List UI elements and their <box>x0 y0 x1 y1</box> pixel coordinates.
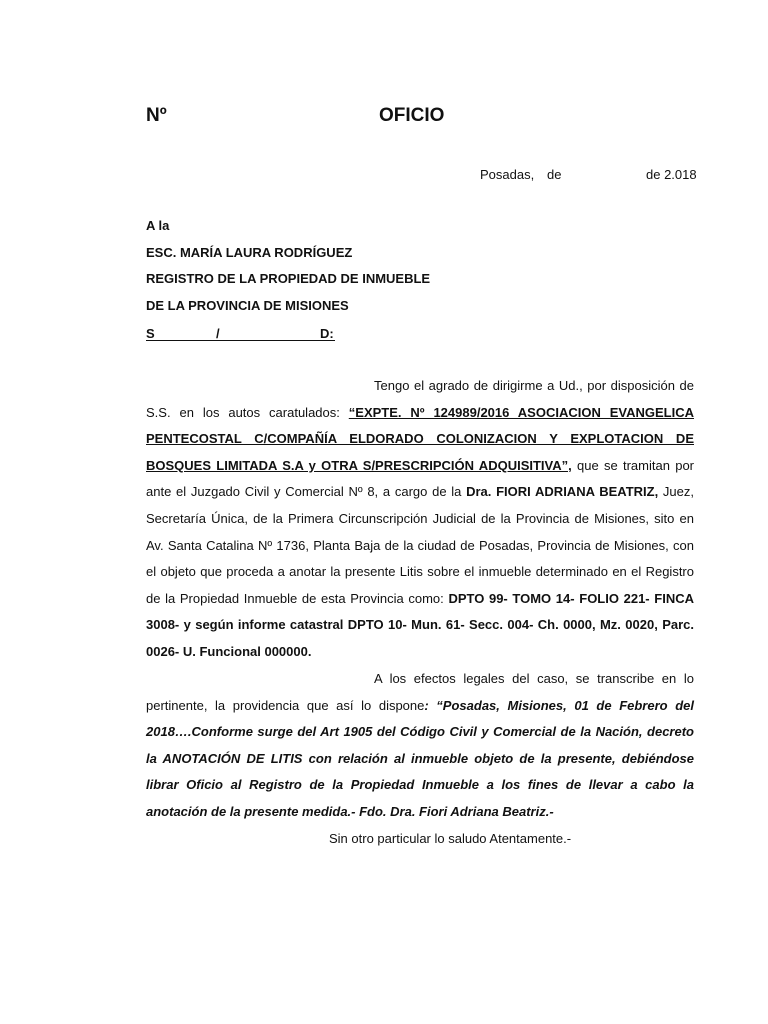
place-city: Posadas, <box>480 167 535 182</box>
paragraph-1-text-b: que se tramitan por ante el Juzgado Civil y Comercial Nº 8, a cargo de la <box>146 457 694 500</box>
paragraph-2-text: A los efectos legales del caso, se transcribe en lo pertinente, la providencia que así lo dispone <box>146 671 694 713</box>
addressee-name: ESC. MARÍA LAURA RODRÍGUEZ <box>146 245 353 260</box>
paragraph-1-text-a: Tengo el agrado de dirigirme a Ud., por disposición de S.S. en los autos caratulados: <box>146 378 694 420</box>
date-de: de <box>547 167 562 182</box>
sd-slash: / <box>216 326 220 341</box>
addressee-registry: REGISTRO DE LA PROPIEDAD DE INMUEBLE <box>146 271 431 286</box>
date-year: de 2.018 <box>646 167 697 182</box>
property-description: DPTO 99- TOMO 14- FOLIO 221- FINCA 3008- y según informe catastral DPTO 10- Mun. 61- Secc. 004- Ch. 0000, Mz. 0020, Parc. 0026- U. Funcional 000000. <box>146 590 695 659</box>
sd-s: S <box>146 326 155 341</box>
closing-line: Sin otro particular lo saludo Atentamente.- <box>329 831 572 846</box>
addressee-province: DE LA PROVINCIA DE MISIONES <box>146 298 349 313</box>
sd-underline <box>146 340 335 341</box>
number-label: Nº <box>146 105 167 126</box>
paragraph-2 <box>146 666 694 826</box>
document-title: OFICIO <box>379 105 445 126</box>
paragraph-1 <box>146 373 694 666</box>
addressee-line-1: A la <box>146 218 170 233</box>
sd-salutation <box>146 326 335 352</box>
paragraph-1-text-c: Juez, Secretaría Única, de la Primera Circunscripción Judicial de la Provincia de Misiones, sito en Av. Santa Catalina Nº 1736, Planta Baja de la ciudad de Posadas, Provincia de Misiones, con el objeto que proceda a anotar la presente Litis sobre el inmueble determinado en el Registro de la Propiedad Inmueble de esta Provincia como: <box>146 484 694 606</box>
case-title: “EXPTE. Nº 124989/2016 ASOCIACION EVANGELICA PENTECOSTAL C/COMPAÑÍA ELDORADO COLONIZACION Y EXPLOTACION DE BOSQUES LIMITADA S.A y OTRA S/PRESCRIPCIÓN ADQUISITIVA”, <box>146 404 695 473</box>
sd-d: D: <box>320 326 334 341</box>
court-order-quote: : “Posadas, Misiones, 01 de Febrero del 2018….Conforme surge del Art 1905 del Código Civil y Comercial de la Nación, decreto la ANOTACIÓN DE LITIS con relación al inmueble objeto de la presente, debiéndose librar Oficio al Registro de la Propiedad Inmueble a los fines de llevar a cabo la anotación de la presente medida.- Fdo. Dra. Fiori Adriana Beatriz.- <box>146 697 694 819</box>
judge-name: Dra. FIORI ADRIANA BEATRIZ, <box>466 484 659 500</box>
